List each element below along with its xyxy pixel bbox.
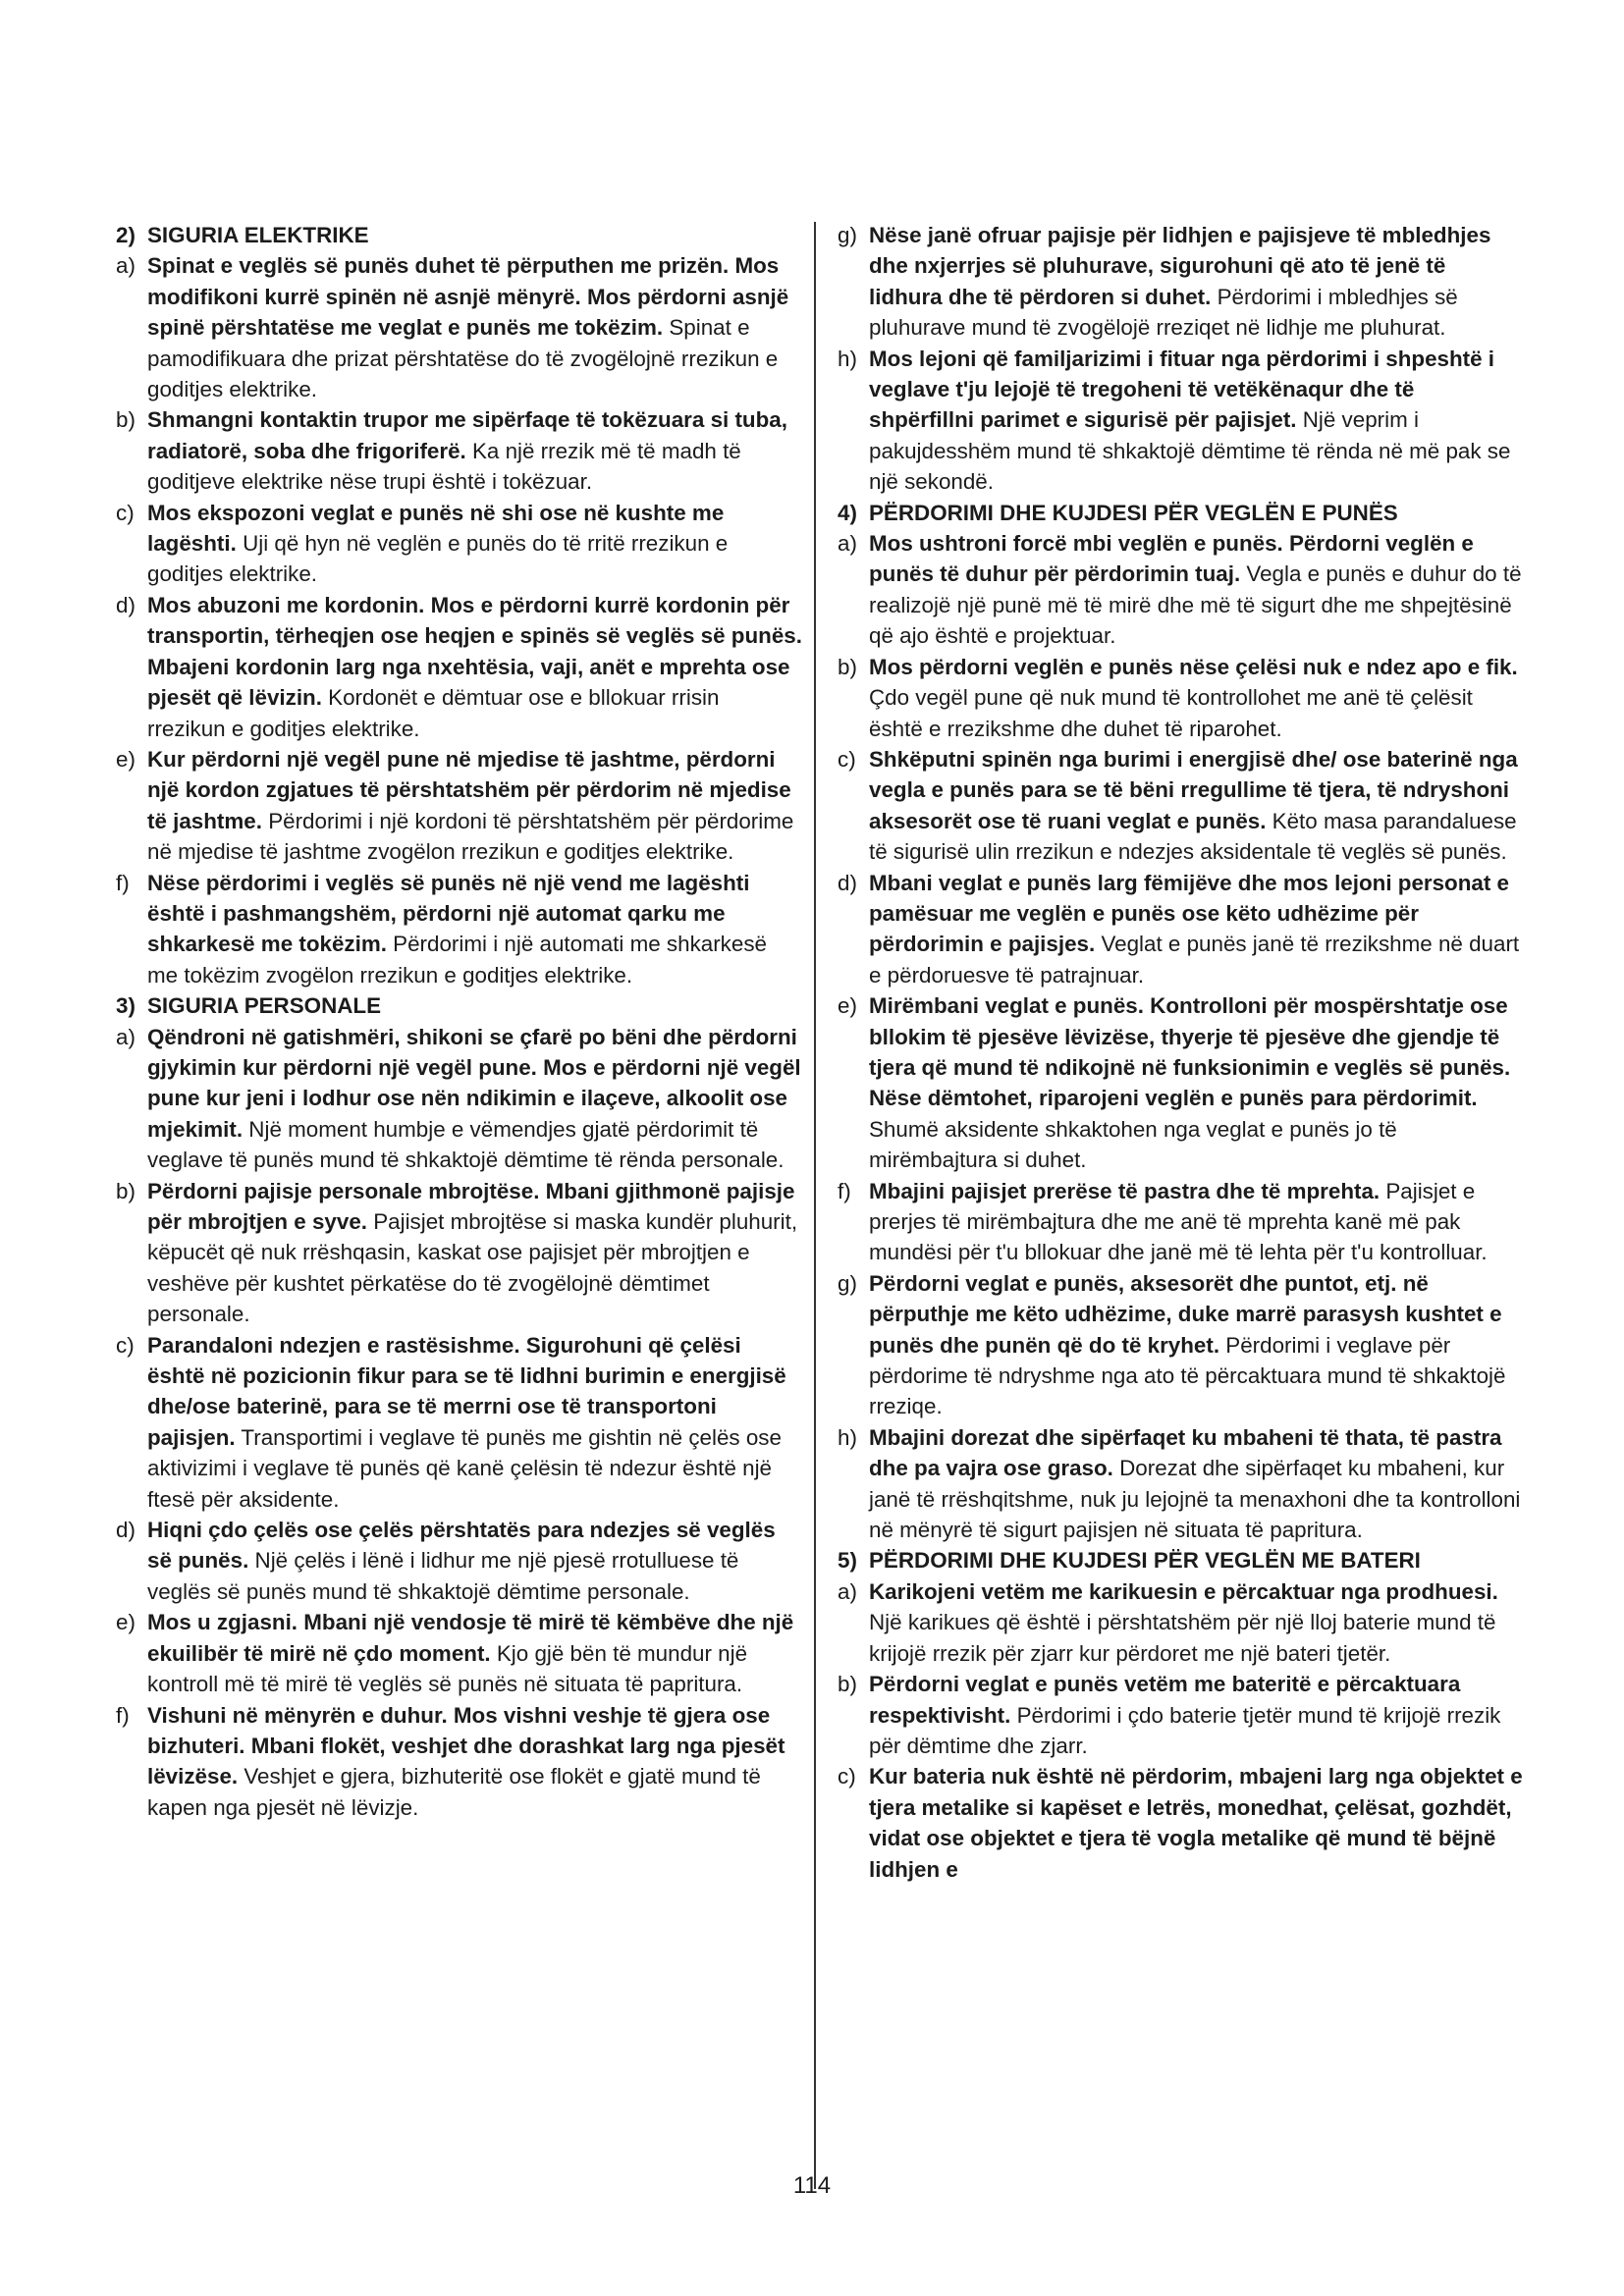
section-number: 4) bbox=[838, 500, 857, 525]
item-instruction: Mos u zgjasni. Mbani një vendosje të mirë të këmbëve dhe një ekuilibër të mirë në çdo moment. bbox=[147, 1610, 794, 1666]
list-item bbox=[116, 404, 803, 497]
item-text bbox=[869, 1576, 1525, 1669]
item-text bbox=[869, 1422, 1525, 1546]
item-instruction: Mos ushtroni forcë mbi veglën e punës. Përdorni veglën e punës të duhur për përdorimin tuaj. bbox=[869, 531, 1474, 587]
item-text bbox=[147, 1176, 803, 1330]
list-item bbox=[838, 1576, 1525, 1669]
item-instruction: Mos lejoni që familjarizimi i fituar nga përdorimi i shpeshtë i veglave t'ju lejojë të tregoheni të vetëkënaqur dhe të shpërfillni parimet e sigurisë për pajisjet. bbox=[869, 346, 1495, 433]
item-label: d) bbox=[116, 592, 135, 617]
section-number: 3) bbox=[116, 993, 135, 1019]
list-item bbox=[116, 1700, 803, 1824]
item-explanation: Përdorimi i një kordoni të përshtatshëm për përdorime në mjedise të jashtme zvogëlon rrezikun e goditjes elektrike. bbox=[147, 808, 794, 865]
item-instruction: Spinat e veglës së punës duhet të përputhen me prizën. Mos modifikoni kurrë spinën në asnjë mënyrë. Mos përdorni asnjë spinë përshtatëse me veglat e punës me tokëzim. bbox=[147, 253, 789, 341]
list-item bbox=[116, 1607, 803, 1699]
item-text bbox=[147, 250, 803, 404]
item-instruction: Përdorni veglat e punës vetëm me bateritë e përcaktuara respektivisht. bbox=[869, 1672, 1461, 1728]
item-explanation: Përdorimi i mbledhjes së pluhurave mund të zvogëlojë rreziqet në lidhje me pluhurat. bbox=[869, 284, 1458, 341]
item-text bbox=[147, 590, 803, 744]
item-explanation: Çdo vegël pune që nuk mund të kontrollohet me anë të çelësit është e rrezikshme dhe duhet të riparohet. bbox=[869, 685, 1473, 741]
item-label: a) bbox=[116, 253, 135, 279]
item-instruction: Parandaloni ndezjen e rastësishme. Sigurohuni që çelësi është në pozicionin fikur para se të lidhni burimin e energjisë dhe/ose baterinë, para se të merrni ose të transportoni pajisjen. bbox=[147, 1332, 786, 1450]
list-item bbox=[838, 868, 1525, 991]
list-item bbox=[838, 744, 1525, 868]
item-label: a) bbox=[116, 1024, 135, 1049]
item-explanation: Një veprim i pakujdesshëm mund të shkaktojë dëmtime të rënda në më pak se një sekondë. bbox=[869, 407, 1511, 495]
section-heading bbox=[838, 1545, 1525, 1575]
item-text bbox=[869, 868, 1525, 991]
list-item bbox=[838, 1268, 1525, 1422]
right-column bbox=[838, 220, 1525, 1885]
item-instruction: Kur bateria nuk është në përdorim, mbajeni larg nga objektet e tjera metalike si kapëset e letrës, monedhat, çelësat, gozhdët, vidat ose objektet e tjera të vogla metalike që mund të bëjnë lidhjen e bbox=[869, 1764, 1523, 1882]
item-explanation: Një karikues që është i përshtatshëm për një lloj baterie mund të krijojë rrezik për zjarr kur përdoret me një bateri tjetër. bbox=[869, 1610, 1496, 1666]
item-instruction: Vishuni në mënyrën e duhur. Mos vishni veshje të gjera ose bizhuteri. Mbani flokët, veshjet dhe dorashkat larg nga pjesët lëvizëse. bbox=[147, 1702, 785, 1789]
list-item bbox=[116, 744, 803, 868]
item-instruction: Karikojeni vetëm me karikuesin e përcaktuar nga prodhuesi. bbox=[869, 1578, 1498, 1604]
item-explanation: Një çelës i lënë i lidhur me një pjesë rrotulluese të veglës së punës mund të shkaktojë dëmtime personale. bbox=[147, 1548, 739, 1604]
list-item bbox=[838, 220, 1525, 344]
item-instruction: Nëse përdorimi i veglës së punës në një vend me lagështi është i pashmangshëm, përdorni një automat qarku me shkarkesë me tokëzim. bbox=[147, 870, 750, 957]
item-instruction: Qëndroni në gatishmëri, shikoni se çfarë po bëni dhe përdorni gjykimin kur përdorni një vegël pune. Mos e përdorni një vegël pune kur jeni i lodhur ose nën ndikimin e ilaçeve, alkoolit ose mjekimit. bbox=[147, 1024, 801, 1142]
item-label: d) bbox=[116, 1518, 135, 1543]
item-text bbox=[869, 652, 1525, 744]
list-item bbox=[838, 990, 1525, 1175]
item-text bbox=[147, 404, 803, 497]
list-item bbox=[116, 590, 803, 744]
item-text bbox=[147, 1700, 803, 1824]
item-label: e) bbox=[116, 746, 135, 772]
item-explanation: Spinat e pamodifikuara dhe prizat përshtatëse do të zvogëlojnë rrezikun e goditjes elektrike. bbox=[147, 315, 779, 402]
item-explanation: Përdorimi i çdo baterie tjetër mund të krijojë rrezik për dëmtime dhe zjarr. bbox=[869, 1702, 1501, 1758]
section-title: PËRDORIMI DHE KUJDESI PËR VEGLËN ME BATERI bbox=[869, 1548, 1421, 1574]
item-label: a) bbox=[838, 1578, 857, 1604]
item-text bbox=[869, 220, 1525, 344]
item-explanation: Veshjet e gjera, bizhuteritë ose flokët e gjatë mund të kapen nga pjesët në lëvizje. bbox=[147, 1764, 761, 1820]
column-divider bbox=[814, 222, 816, 2189]
item-explanation: Pajisjet e prerjes të mirëmbajtura dhe me anë të mprehta kanë më pak mundësi për t'u bllokuar dhe janë më të lehta për t'u kontrolluar. bbox=[869, 1178, 1488, 1265]
item-text bbox=[869, 344, 1525, 498]
item-instruction: Shmangni kontaktin trupor me sipërfaqe të tokëzuara si tuba, radiatorë, soba dhe frigoriferë. bbox=[147, 407, 787, 463]
item-instruction: Shkëputni spinën nga burimi i energjisë dhe/ ose baterinë nga vegla e punës para se të bëni rregullime të tjera, të ndryshoni aksesorët ose të ruani veglat e punës. bbox=[869, 746, 1518, 833]
item-explanation: Transportimi i veglave të punës me gishtin në çelës ose aktivizimi i veglave të punës që kanë çelësin të ndezur është një ftesë për aksidente. bbox=[147, 1424, 782, 1512]
item-label: g) bbox=[838, 223, 857, 247]
item-label: c) bbox=[116, 1332, 135, 1358]
list-item bbox=[116, 498, 803, 590]
list-item bbox=[838, 1761, 1525, 1885]
item-label: d) bbox=[838, 870, 857, 895]
item-text bbox=[869, 1669, 1525, 1761]
item-label: e) bbox=[116, 1610, 135, 1635]
item-explanation: Kjo gjë bën të mundur një kontroll më të mirë të veglës së punës në situata të papritura. bbox=[147, 1640, 748, 1697]
list-item bbox=[116, 250, 803, 404]
item-label: b) bbox=[116, 407, 135, 433]
list-item bbox=[838, 1422, 1525, 1546]
item-explanation: Pajisjet mbrojtëse si maska kundër pluhurit, këpucët që nuk rrëshqasin, kaskat ose pajisjet për mbrojtjen e veshëve për kushtet përkatëse do të zvogëlojnë dëmtimet personale. bbox=[147, 1209, 798, 1327]
section-heading bbox=[116, 990, 803, 1021]
item-instruction: Mbani veglat e punës larg fëmijëve dhe mos lejoni personat e pamësuar me veglën e punës ose këto udhëzime për përdorimin e pajisjes. bbox=[869, 870, 1509, 957]
item-text bbox=[869, 1176, 1525, 1268]
list-item bbox=[838, 1176, 1525, 1268]
item-text bbox=[869, 1268, 1525, 1422]
list-item bbox=[838, 528, 1525, 652]
item-label: h) bbox=[838, 1424, 857, 1450]
item-label: a) bbox=[838, 531, 857, 557]
section-title: SIGURIA PERSONALE bbox=[147, 993, 382, 1019]
page-number: 114 bbox=[792, 2172, 832, 2199]
list-item bbox=[838, 344, 1525, 498]
item-explanation: Një moment humbje e vëmendjes gjatë përdorimit të veglave të punës mund të shkaktojë dëmtime të rënda personale. bbox=[147, 1116, 785, 1173]
item-instruction: Hiqni çdo çelës ose çelës përshtatës para ndezjes së veglës së punës. bbox=[147, 1518, 776, 1574]
item-instruction: Nëse janë ofruar pajisje për lidhjen e pajisjeve të mbledhjes dhe nxjerrjes së pluhurave, sigurohuni që ato të jenë të lidhura dhe të përdoren si duhet. bbox=[869, 223, 1491, 309]
item-label: f) bbox=[838, 1178, 851, 1203]
item-label: b) bbox=[838, 654, 857, 679]
item-label: f) bbox=[116, 1702, 130, 1728]
item-text bbox=[869, 528, 1525, 652]
item-instruction: Përdorni veglat e punës, aksesorët dhe puntot, etj. në përputhje me këto udhëzime, duke marrë parasysh kushtet e punës dhe punën që do të kryhet. bbox=[869, 1270, 1502, 1358]
section-title: PËRDORIMI DHE KUJDESI PËR VEGLËN E PUNËS bbox=[869, 500, 1398, 525]
item-text bbox=[147, 744, 803, 868]
list-item bbox=[116, 868, 803, 991]
item-explanation: Këto masa parandaluese të sigurisë ulin rrezikun e ndezjes aksidentale të veglës së punës. bbox=[869, 808, 1517, 865]
section-heading bbox=[838, 498, 1525, 528]
item-explanation: Ka një rrezik më të madh të goditjeve elektrike nëse trupi është i tokëzuar. bbox=[147, 438, 741, 495]
item-text bbox=[147, 868, 803, 991]
item-label: g) bbox=[838, 1270, 857, 1296]
item-explanation: Vegla e punës e duhur do të realizojë një punë më të mirë dhe më të sigurt dhe me shpejtësinë që ajo është e projektuar. bbox=[869, 561, 1522, 649]
item-text bbox=[869, 744, 1525, 868]
left-column bbox=[116, 220, 803, 1823]
list-item bbox=[116, 1330, 803, 1515]
item-explanation: Veglat e punës janë të rrezikshme në duart e përdoruesve të patrajnuar. bbox=[869, 932, 1520, 988]
item-instruction: Përdorni pajisje personale mbrojtëse. Mbani gjithmonë pajisje për mbrojtjen e syve. bbox=[147, 1178, 795, 1234]
list-item bbox=[838, 1669, 1525, 1761]
section-number: 2) bbox=[116, 223, 135, 247]
item-text bbox=[147, 1515, 803, 1607]
item-instruction: Mos përdorni veglën e punës nëse çelësi nuk e ndez apo e fik. bbox=[869, 654, 1518, 679]
item-explanation: Uji që hyn në veglën e punës do të rritë rrezikun e goditjes elektrike. bbox=[147, 531, 729, 587]
item-label: h) bbox=[838, 346, 857, 371]
item-label: f) bbox=[116, 870, 130, 895]
item-text bbox=[869, 1761, 1525, 1885]
item-instruction: Mbajini pajisjet prerëse të pastra dhe të mprehta. bbox=[869, 1178, 1380, 1203]
item-text bbox=[147, 1022, 803, 1176]
item-text bbox=[147, 1607, 803, 1699]
item-label: e) bbox=[838, 993, 857, 1019]
list-item bbox=[116, 1176, 803, 1330]
item-label: b) bbox=[838, 1672, 857, 1697]
item-instruction: Mos abuzoni me kordonin. Mos e përdorni kurrë kordonin për transportin, tërheqjen ose heqjen e spinës së veglës së punës. Mbajeni kordonin larg nga nxehtësia, vaji, anët e mprehta ose pjesët që lëvizin. bbox=[147, 592, 802, 711]
item-explanation: Dorezat dhe sipërfaqet ku mbaheni, kur janë të rrëshqitshme, nuk ju lejojnë ta menaxhoni dhe ta kontrolloni në mënyrë të sigurt pajisjen në situata të papritura. bbox=[869, 1456, 1521, 1543]
item-label: c) bbox=[838, 746, 856, 772]
item-explanation: Përdorimi i veglave për përdorime të ndryshme nga ato të përcaktuara mund të shkaktojë rreziqe. bbox=[869, 1332, 1506, 1419]
item-explanation: Kordonët e dëmtuar ose e bllokuar rrisin rrezikun e goditjes elektrike. bbox=[147, 685, 720, 741]
item-text bbox=[147, 1330, 803, 1515]
section-number: 5) bbox=[838, 1548, 857, 1574]
section-title: SIGURIA ELEKTRIKE bbox=[147, 223, 369, 247]
item-explanation: Shumë aksidente shkaktohen nga veglat e punës jo të mirëmbajtura si duhet. bbox=[869, 1116, 1397, 1173]
list-item bbox=[116, 1515, 803, 1607]
item-instruction: Mirëmbani veglat e punës. Kontrolloni për mospërshtatje ose bllokim të pjesëve lëvizëse, thyerje të pjesëve dhe gjendje të tjera që mund të ndikojnë në funksionimin e veglës së punës. Nëse dëmtohet, riparojeni veglën e punës para përdorimit. bbox=[869, 993, 1511, 1111]
item-text bbox=[147, 498, 803, 590]
section-heading bbox=[116, 220, 803, 250]
item-label: c) bbox=[116, 500, 135, 525]
item-text bbox=[869, 990, 1525, 1175]
item-explanation: Përdorimi i një automati me shkarkesë me tokëzim zvogëlon rrezikun e goditjes elektrike. bbox=[147, 932, 767, 988]
item-label: c) bbox=[838, 1764, 856, 1789]
item-instruction: Mbajini dorezat dhe sipërfaqet ku mbaheni të thata, të pastra dhe pa vajra ose graso. bbox=[869, 1424, 1502, 1481]
list-item bbox=[838, 652, 1525, 744]
list-item bbox=[116, 1022, 803, 1176]
item-label: b) bbox=[116, 1178, 135, 1203]
item-instruction: Mos ekspozoni veglat e punës në shi ose në kushte me lagështi. bbox=[147, 500, 725, 557]
item-instruction: Kur përdorni një vegël pune në mjedise të jashtme, përdorni një kordon zgjatues të përshtatshëm për përdorim në mjedise të jashtme. bbox=[147, 746, 791, 833]
